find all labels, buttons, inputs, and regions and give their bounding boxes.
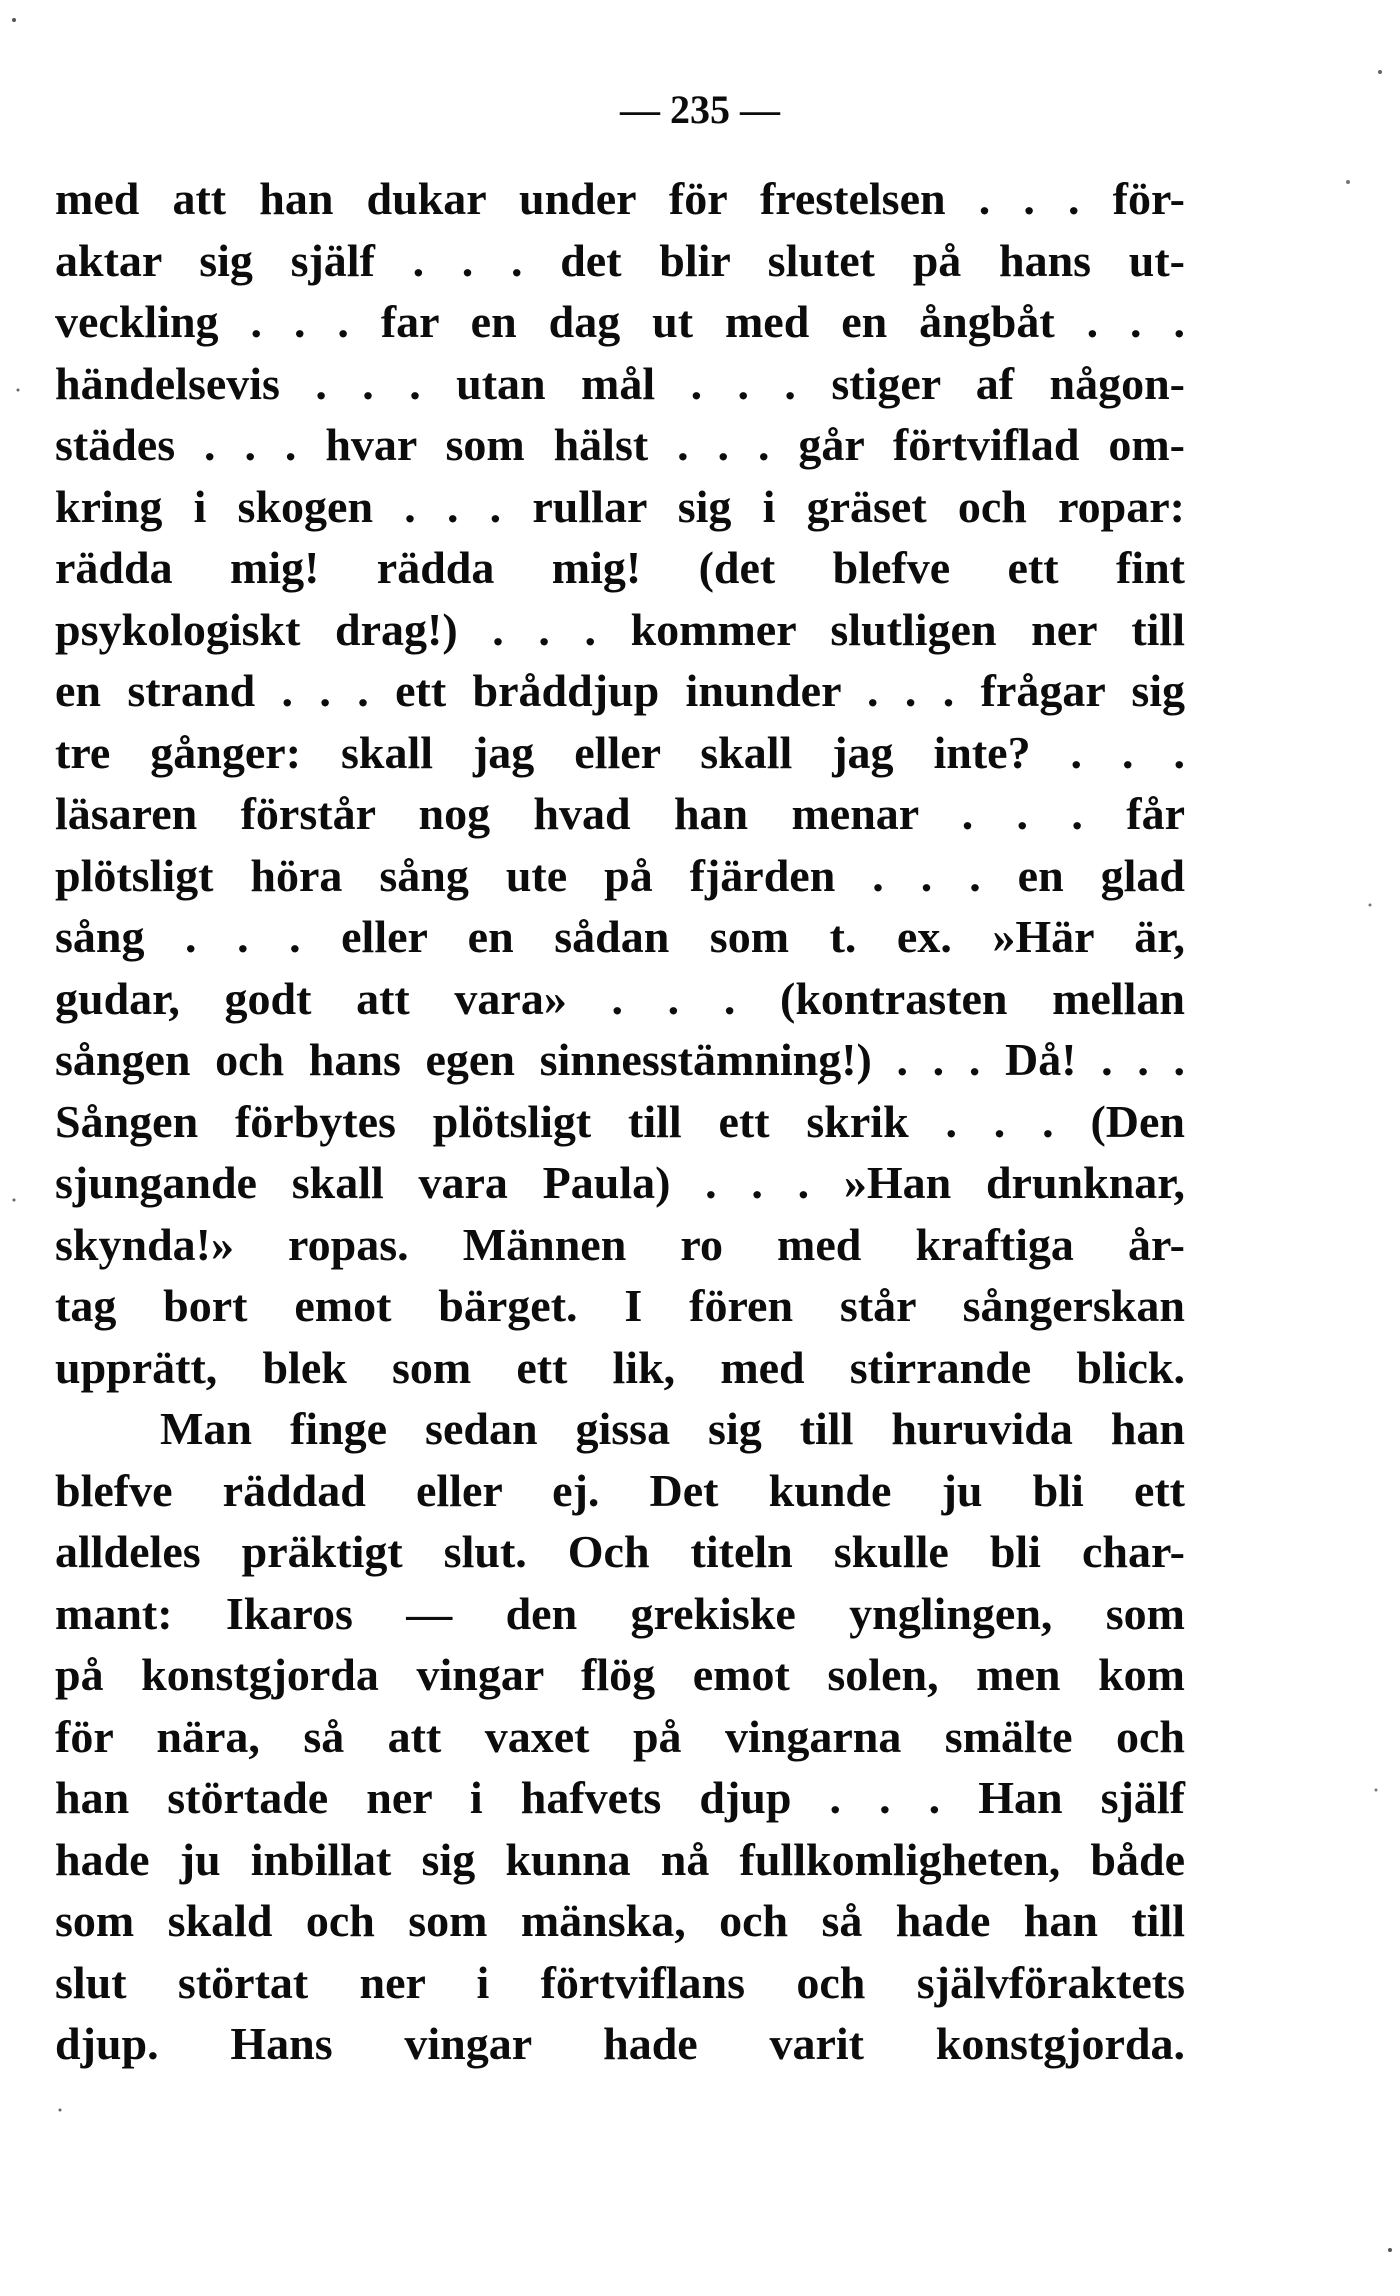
text-line: sången och hans egen sinnesstämning!) . . . Då! . . . [55,1034,1185,1085]
text-line: händelsevis . . . utan mål . . . stiger af någon- [55,357,1185,409]
text-line: hade ju inbillat sig kunna nå fullkomligheten, både [55,1833,1185,1885]
text-line: Sången förbytes plötsligt till ett skrik . . . (Den [55,1095,1185,1147]
text-line: en strand . . . ett bråddjup inunder . . . frågar sig [55,665,1185,716]
text-line: på konstgjorda vingar flög emot solen, men kom [55,1649,1185,1700]
text-line: tre gånger: skall jag eller skall jag inte? . . . [55,726,1185,778]
text-line: tag bort emot bärget. I fören står sångerskan [55,1280,1185,1331]
text-line: alldeles präktigt slut. Och titeln skulle bli char- [55,1526,1185,1577]
text-line: sjungande skall vara Paula) . . . »Han drunknar, [55,1157,1185,1208]
text-line: han störtade ner i hafvets djup . . . Han själf [55,1772,1185,1823]
text-line: som skald och som mänska, och så hade han till [55,1895,1185,1946]
text-line: djup. Hans vingar hade varit konstgjorda. [55,2018,1185,2069]
text-line: rädda mig! rädda mig! (det blefve ett fint [55,542,1185,593]
text-line: skynda!» ropas. Männen ro med kraftiga år- [55,1218,1185,1270]
text-line: blefve räddad eller ej. Det kunde ju bli ett [55,1464,1185,1516]
text-line: kring i skogen . . . rullar sig i gräset och ropar: [55,480,1185,532]
text-line: läsaren förstår nog hvad han menar . . . får [55,788,1185,839]
text-line: psykologiskt drag!) . . . kommer slutligen ner till [55,603,1185,655]
text-line: gudar, godt att vara» . . . (kontrasten mellan [55,972,1185,1024]
text-line: städes . . . hvar som hälst . . . går förtviflad om- [55,419,1185,470]
text-line: Man finge sedan gissa sig till huruvida han [160,1403,1185,1454]
text-line: för nära, så att vaxet på vingarna smälte och [55,1710,1185,1762]
text-line: sång . . . eller en sådan som t. ex. »Här är, [55,911,1185,962]
page-number: — 235 — [620,87,780,132]
text-line: mant: Ikaros — den grekiske ynglingen, som [55,1587,1185,1639]
text-line: upprätt, blek som ett lik, med stirrande blick. [55,1341,1185,1393]
text-line: slut störtat ner i förtviflans och självföraktets [55,1956,1185,2008]
text-line: plötsligt höra sång ute på fjärden . . . en glad [55,849,1185,901]
text-line: veckling . . . far en dag ut med en ångbåt . . . [55,296,1185,347]
text-line: med att han dukar under för frestelsen . . . för- [55,173,1185,224]
page-text [55,168,1185,2075]
text-line: aktar sig själf . . . det blir slutet på hans ut- [55,234,1185,286]
